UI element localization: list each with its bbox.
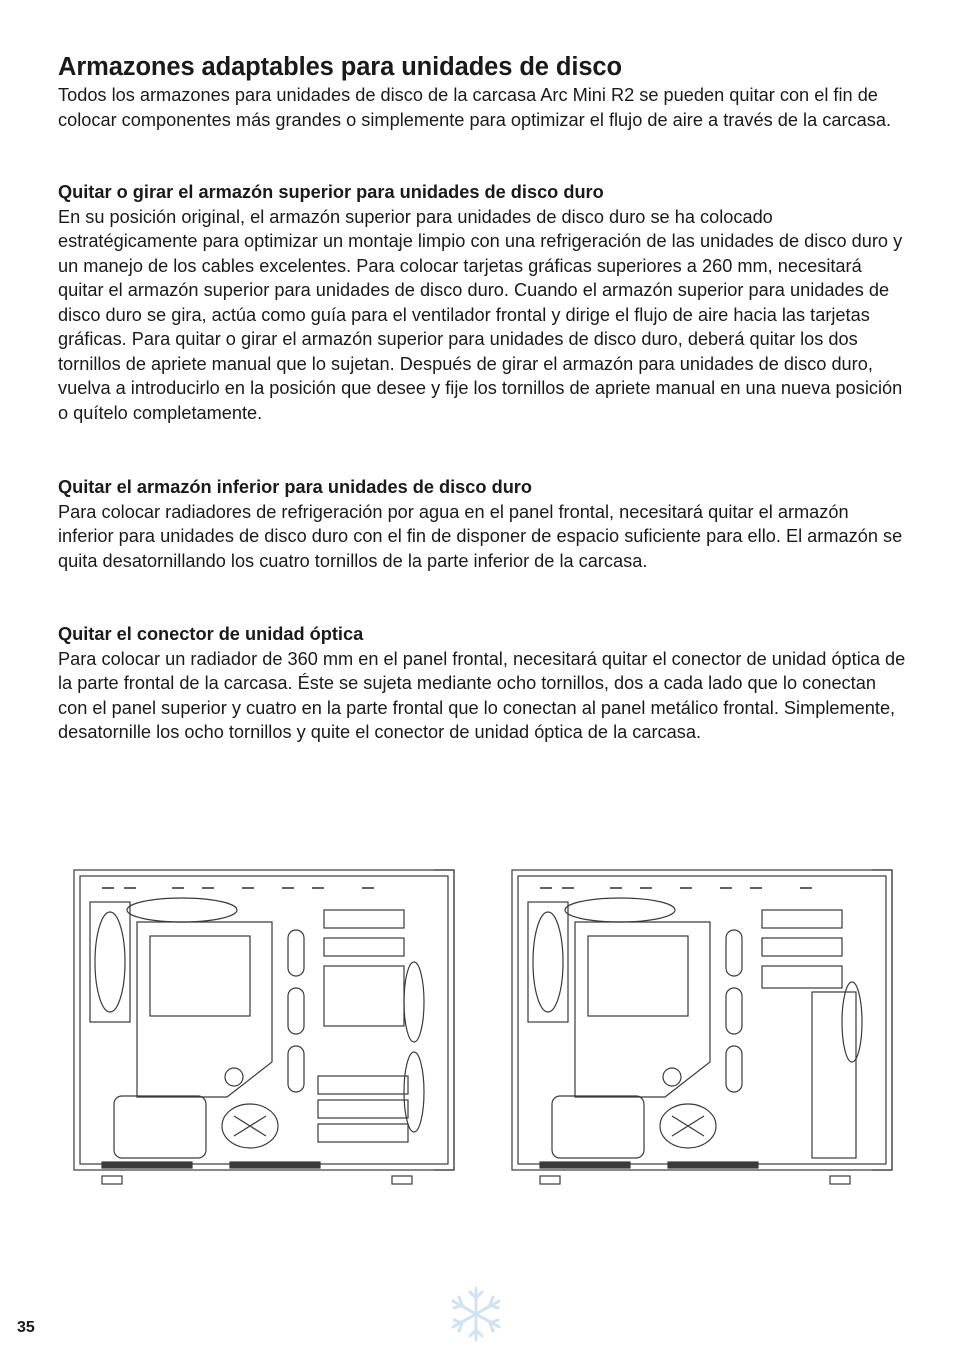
section-body: Para colocar radiadores de refrigeración por agua en el panel frontal, necesitará quitar el armazón inferior para unidades de disco duro con el fin de disponer de espacio suficiente para ello. El armazón se quita desatornillando los cuatro tornillos de la parte inferior de la carcasa. [58,501,903,571]
section-body: Para colocar un radiador de 360 mm en el panel frontal, necesitará quitar el conector de unidad óptica de la parte frontal de la carcasa. Éste se sujeta mediante ocho tornillos, dos a cada lado que lo conectan con el panel superior y cuatro en la parte frontal que lo conectan al panel metálico frontal. Simplemente, desatornille los ocho tornillos y quite el conector de unidad óptica de la carcasa. [58,648,906,742]
section-heading: Quitar el conector de unidad óptica [58,624,364,644]
case-diagram-icon [500,862,900,1207]
section-rotate-upper-cage [58,180,908,425]
section-remove-odd-connector [58,622,908,745]
snowflake-icon [446,1284,506,1344]
case-diagram-without-hdd-cage [500,862,900,1207]
case-diagram-with-hdd-cage [62,862,462,1207]
section-heading: Quitar el armazón inferior para unidades de disco duro [58,477,532,497]
section-heading: Quitar o girar el armazón superior para unidades de disco duro [58,182,604,202]
intro-paragraph: Todos los armazones para unidades de disco de la carcasa Arc Mini R2 se pueden quitar con el fin de colocar componentes más grandes o simplemente para optimizar el flujo de aire a través de la carcasa. [58,85,892,130]
page-number: 35 [17,1319,35,1336]
section-body: En su posición original, el armazón superior para unidades de disco duro se ha colocado estratégicamente para optimizar un montaje limpio con una refrigeración de las unidades de disco duro y un manejo de los cables excelentes. Para colocar tarjetas gráficas superiores a 260 mm, necesitará quitar el armazón superior para unidades de disco duro. Cuando el armazón superior para unidades de disco duro se gira, actúa como guía para el ventilador frontal y dirige el flujo de aire hacia las tarjetas gráficas. Para quitar o girar el armazón superior para unidades de disco duro, deberá quitar los dos tornillos de apriete manual que lo sujetan. Después de girar el armazón para unidades de disco duro, vuelva a introducirlo en la posición que desee y fije los tornillos de apriete manual en una nueva posición o quítelo completamente. [58,206,903,423]
section-remove-lower-cage [58,475,908,573]
page-title: Armazones adaptables para unidades de disco [58,53,622,81]
case-diagram-icon [62,862,462,1207]
